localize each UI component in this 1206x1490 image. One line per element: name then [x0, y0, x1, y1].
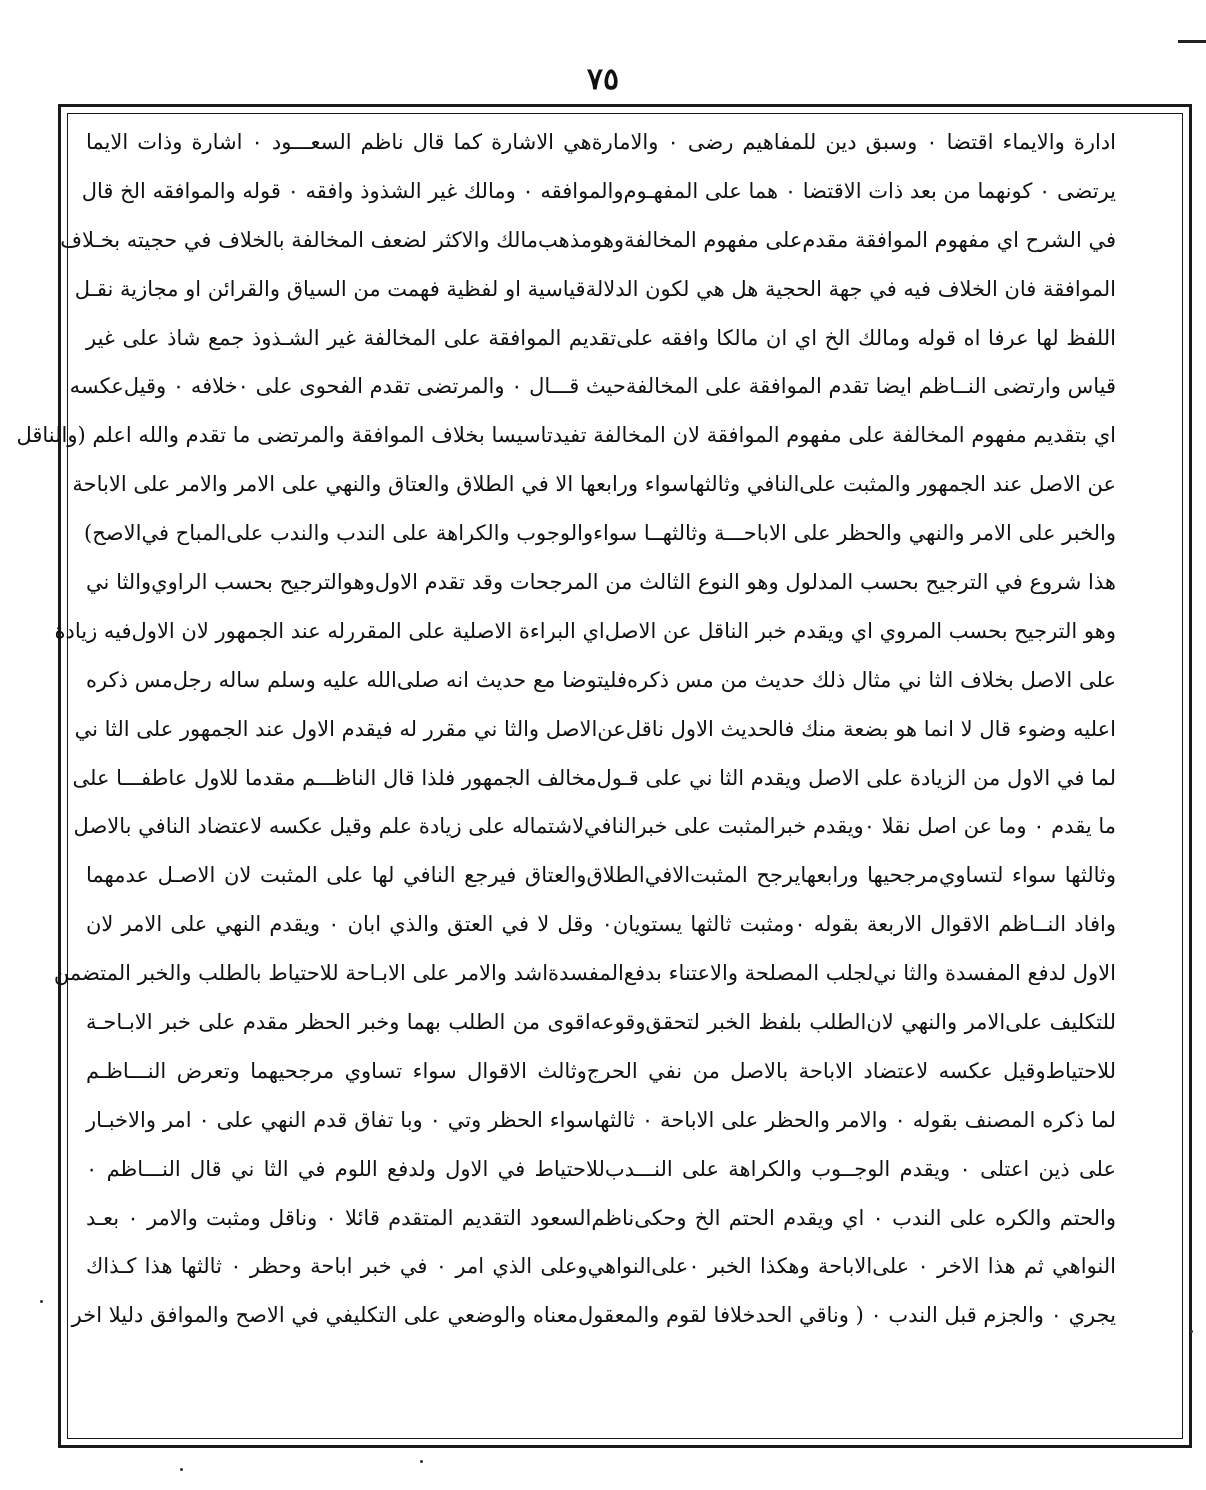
text-line: عن الاصل عند الجمهور والمثبت على‌النافي وثالثهاسواء ورابعها الا في الطلاق والعتاق والنهي على الامر والامر على الاباحة — [72, 472, 1116, 497]
text-line: والخبر على الامر والنهي والحظر على الاباحـــة وثالثهــا سواءوالوجوب والكراهة على الندب والندب على‌المباح في‌الاصح) — [84, 521, 1116, 546]
text-line: النواهي ثم هذا الاخر ٠ على‌الاباحة وهكذا الخبر ٠على‌النواهي‌وعلى الذي امر ٠ في خبر اباحة وحظر ٠ ثالثها هذا كـذاك — [86, 1254, 1116, 1279]
text-line: ا‌دارة والايماء اقتضا ٠ وسبق دين للمفاهيم رضى ٠ والامارةهي الاشارة كما قال ناظم السعـــود ٠ اشارة وذات الايما — [86, 130, 1116, 154]
text-line: وهو الترجيح بحسب المروي اي ويقدم خبر الناقل عن الاصل‌اي البراءة الاصلية على المقررله عند الجمهور لان الاول‌فيه زيادة — [54, 618, 1116, 643]
text-line: قياس وارتضى النــاظم ايضا تقدم الموافقة على المخالفةحيث قـــال ٠ والمرتضى تقدم الفحوى على ٠خلافه ٠ وقيل‌عكسه — [69, 374, 1116, 399]
text-line: اللفظ لها عرفا اه قوله ومالك الخ اي ان مالكا وافقه على‌تقديم الموافقة على المخالفة غير الشـذوذ جمع شاذ على غير — [86, 325, 1116, 350]
body-text — [16, 118, 1117, 1340]
text-line: اعليه وضوء قال لا انما هو بضعة منك فالحديث الاول ناقل‌عن‌الاصل والثا ني مقرر له فيقدم الاول عند الجمهور على الثا ني — [74, 716, 1116, 741]
text-line: والحتم والكره على الندب ٠ اي ويقدم الحتم الخ وحكى‌ناظم‌السعود التقديم المتقدم قائلا ٠ وناقل ومثبت والامر ٠ بعـد — [86, 1205, 1116, 1230]
text-line: اي بتقديم مفهوم المخالفة على مفهوم الموافقة لان المخالفة تفيدتاسيسا بخلاف الموافقة والمرتضى ما تقدم والله اعلم (والناقل — [16, 423, 1116, 448]
text-line: ما يقدم ٠ وما عن اصل نقلا ٠ويقدم خبرالمثبت على خبرالنافي‌لاشتماله على زيادة علم وقيل عكسه لاعتضاد النافي بالاصل — [73, 814, 1116, 839]
text-line: على ذين اعتلى ٠ ويقدم الوجــوب والكراهة على النـــدب‌للاحتياط في الاول ولدفع اللوم في الثا ني قال النـــاظم ٠ — [86, 1156, 1116, 1181]
text-line: الموافقة فان الخلاف فيه في جهة الحجية هل هي لكون الدلالةقياسية او لفظية فهمت من السياق والقرائن او مجازية نقـل — [74, 276, 1116, 301]
text-line: لما في الاول من الزيادة على الاصل ويقدم الثا ني على قـول‌مخالف الجمهور فلذا قال الناظـــم مقدما للاول عاطفـــا على — [72, 765, 1116, 790]
text-line: وثالثها سواء لتساوي‌مرجحيها ورابعهايرجح المثبت‌الافي‌الطلاق‌والعتاق فيرجع النافي لها على المثبت لان الاصـل عدمهما — [86, 863, 1116, 888]
scan-speck — [40, 1300, 43, 1303]
scan-speck — [420, 1460, 423, 1463]
text-line: وافاد النــاظم الاقوال الاربعة بقوله ٠ومثبت ثالثها يستويان٠ وقل لا في العتق والذي ابان ٠ ويقدم النهي على الامر لان — [86, 912, 1116, 937]
scan-speck — [180, 1468, 183, 1471]
text-line: للتكليف على‌الامر والنهي لان‌الطلب بلفظ الخبر لتحقق‌وقوعه‌اقوى من الطلب بهما وخبر الحظر مقدم على خبر الابـاحـة — [86, 1010, 1116, 1035]
text-line: في الشرح اي مفهوم الموافقة مقدم‌على مفهوم المخالفةوهومذهب‌مالك والاكثر لضعف المخالفة بالخلاف في حجيته بخـلاف — [60, 227, 1116, 252]
text-line: للاحتياط‌وقيل عكسه لاعتضاد الاباحة بالاصل من نفي الحرج‌وثالث الاقوال سواء تساوي مرجحيهما وتعرض النـــاظـم — [86, 1058, 1116, 1083]
text-line: على الاصل بخلاف الثا ني مثال ذلك حديث من مس ذكره‌فليتوضا مع حديث انه صلى‌الله عليه وسلم ساله رجل‌مس ذكره — [86, 667, 1116, 692]
corner-mark — [1178, 40, 1206, 43]
text-line: لما ذكره المصنف بقوله ٠ والامر والحظر على الاباحة ٠ ثالثها‌سواء الحظر وتي ٠ وبا تفاق قدم النهي على ٠ امر والاخبـار — [86, 1107, 1117, 1132]
text-line: يرتضى ٠ كونهما من بعد ذات الاقتضا ٠ هما على المفهـوم‌والموافقه ٠ ومالك غير الشذوذ وافقه ٠ قوله والموافقه الخ قال — [81, 178, 1116, 203]
text-line: هذا شروع في الترجيح بحسب المدلول وهو النوع الثالث من المرجحات وقد تقدم الاول‌وهوالترجيح بحسب الراوي‌والثا ني — [86, 570, 1116, 595]
page-number: ٧٥ — [586, 62, 620, 97]
text-line: يجري ٠ والجزم قبل الندب ٠ ( وناقي الحدخلافا لقوم والمعقول‌معناه والوضعي على التكليفي في الاصح والموافق دليلا اخر — [71, 1303, 1116, 1328]
scan-speck — [1190, 1330, 1193, 1333]
text-line: الاول لدفع المفسدة والثا ني‌لجلب المصلحة والاعتناء بدفع‌المفسدةاشد والامر على الابـاحة للاحتياط بالطلب والخبر المتضمن — [53, 961, 1116, 986]
